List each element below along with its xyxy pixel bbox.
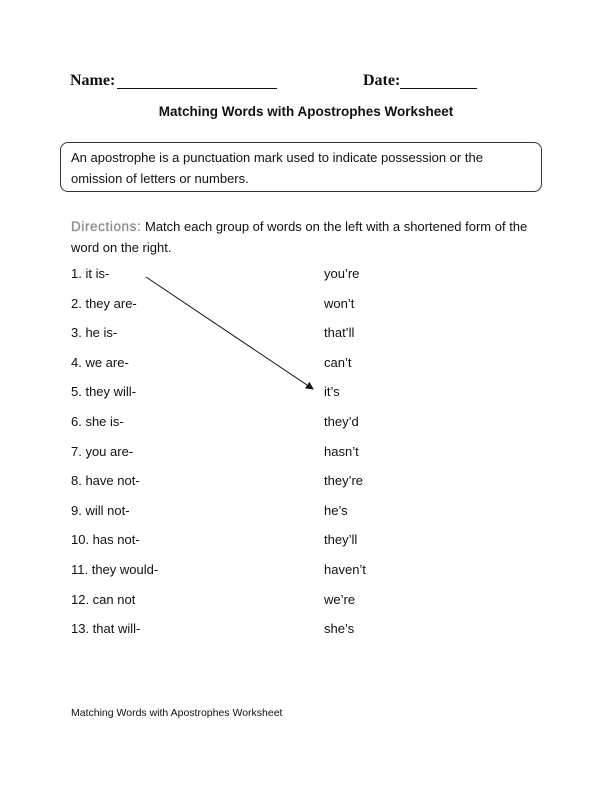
right-item-13: she’s: [324, 621, 355, 637]
right-item-10: they’ll: [324, 532, 358, 548]
arrow-line: [146, 277, 313, 389]
right-item-9: he’s: [324, 502, 348, 518]
date-label: Date:: [363, 72, 401, 89]
right-item-4: can’t: [324, 354, 352, 370]
left-item-7: 7. you are-: [71, 443, 134, 459]
right-item-11: haven’t: [324, 561, 366, 577]
left-item-9: 9. will not-: [71, 502, 130, 518]
worksheet-title: Matching Words with Apostrophes Worksheet: [158, 104, 454, 119]
left-item-8: 8. have not-: [71, 473, 140, 489]
left-item-10: 10. has not-: [71, 532, 140, 548]
right-item-3: that’ll: [324, 325, 355, 341]
definition-text: An apostrophe is a punctuation mark used to indicate possession or the omission of letters or numbers.: [71, 150, 483, 186]
directions-label: Directions:: [71, 219, 142, 234]
right-item-6: they’d: [324, 413, 359, 429]
name-label: Name:: [70, 72, 116, 89]
right-item-2: won’t: [324, 295, 355, 311]
right-item-8: they’re: [324, 473, 364, 489]
left-item-5: 5. they will-: [71, 384, 137, 400]
left-item-4: 4. we are-: [71, 354, 129, 370]
left-item-6: 6. she is-: [71, 413, 124, 429]
left-item-11: 11. they would-: [71, 561, 159, 577]
right-item-1: you’re: [324, 266, 360, 281]
directions-text: Match each group of words on the left with a shortened form of the word on the right.: [71, 219, 528, 255]
right-item-5: it’s: [324, 384, 340, 400]
left-item-1: 1. it is-: [71, 266, 110, 281]
left-item-13: 13. that will-: [71, 621, 141, 637]
left-item-12: 12. can not: [71, 591, 136, 607]
right-item-12: we’re: [324, 591, 356, 607]
left-item-3: 3. he is-: [71, 325, 118, 341]
footer-text: Matching Words with Apostrophes Worksheet: [71, 707, 283, 719]
right-item-7: hasn’t: [324, 443, 359, 459]
left-item-2: 2. they are-: [71, 295, 137, 311]
